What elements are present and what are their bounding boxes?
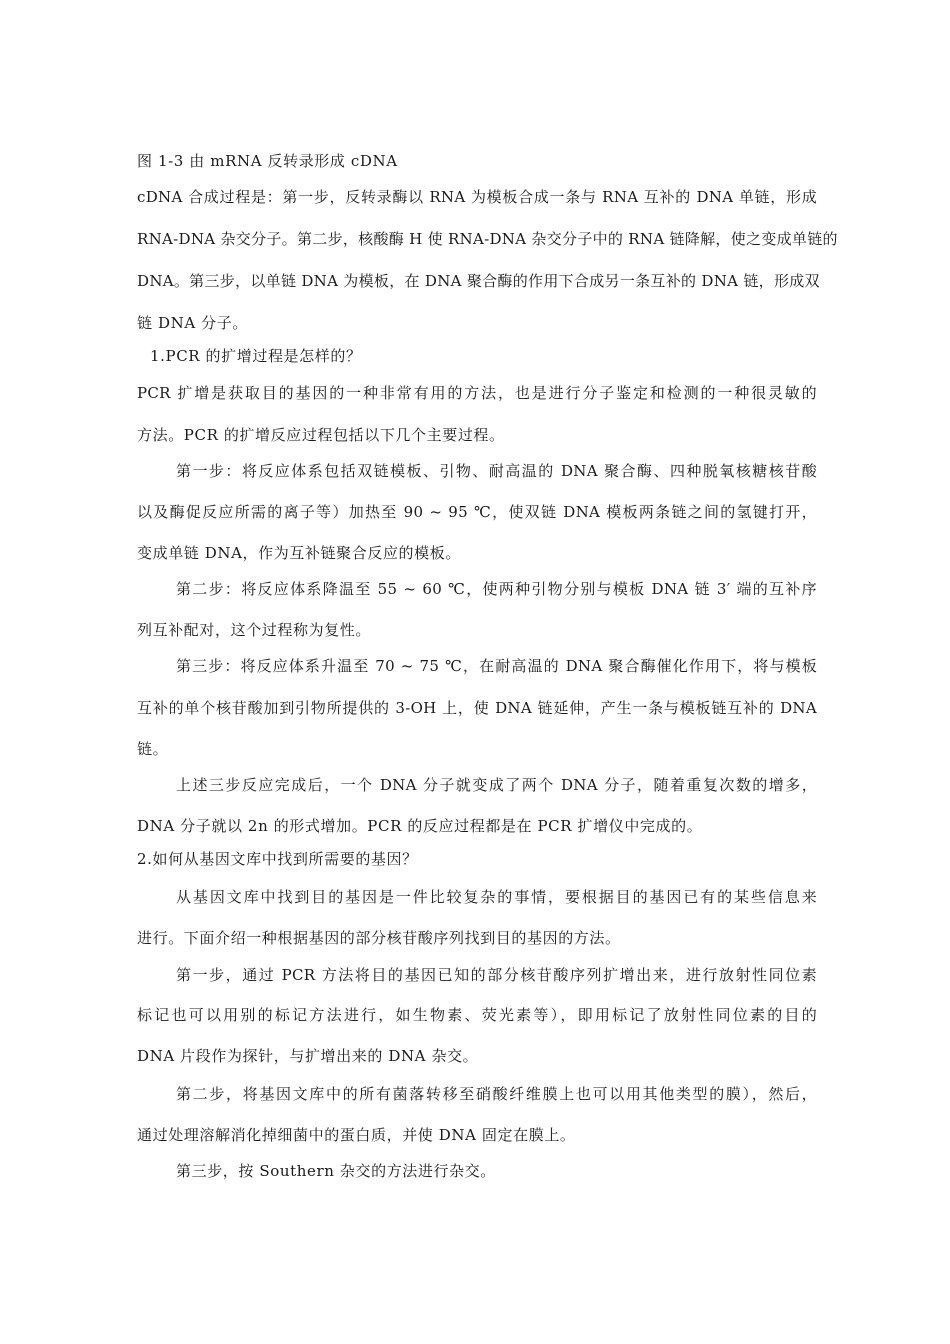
cdna-intro-line-4: 链 DNA 分子。 xyxy=(137,314,248,332)
pcr-summary-line-2: DNA 分子就以 2n 的形式增加。PCR 的反应过程都是在 PCR 扩增仪中完成的。 xyxy=(137,817,703,835)
figure-caption: 图 1-3 由 mRNA 反转录形成 cDNA xyxy=(137,152,398,170)
pcr-step2-line-2: 列互补配对，这个过程称为复性。 xyxy=(137,621,372,639)
q2-step1-line-2: 标记也可以用别的标记方法进行，如生物素、荧光素等），即用标记了放射性同位素的目的 xyxy=(137,1006,817,1024)
question-2-heading: 2.如何从基因文库中找到所需要的基因？ xyxy=(137,850,418,868)
q2-intro-line-2: 进行。下面介绍一种根据基因的部分核苷酸序列找到目的基因的方法。 xyxy=(137,929,621,947)
cdna-intro-line-2: RNA-DNA 杂交分子。第二步，核酸酶 H 使 RNA-DNA 杂交分子中的 RNA 链降解，使之变成单链的 xyxy=(137,230,838,248)
pcr-step1-line-1: 第一步：将反应体系包括双链模板、引物、耐高温的 DNA 聚合酶、四种脱氧核糖核苷酸 xyxy=(176,462,817,480)
q2-intro-line-1: 从基因文库中找到目的基因是一件比较复杂的事情，要根据目的基因已有的某些信息来 xyxy=(176,888,817,906)
q2-step1-line-1: 第一步，通过 PCR 方法将目的基因已知的部分核苷酸序列扩增出来，进行放射性同位素 xyxy=(176,966,817,984)
q2-step2-line-1: 第二步，将基因文库中的所有菌落转移至硝酸纤维膜上也可以用其他类型的膜），然后， xyxy=(176,1085,817,1103)
pcr-step1-line-2: 以及酶促反应所需的离子等）加热至 90 ~ 95 ℃，使双链 DNA 模板两条链之间的氢键打开， xyxy=(137,503,817,521)
pcr-step3-line-2: 互补的单个核苷酸加到引物所提供的 3-OH 上，使 DNA 链延伸，产生一条与模板链互补的 DNA xyxy=(137,699,817,717)
pcr-step3-line-3: 链。 xyxy=(137,740,169,758)
q2-step2-line-2: 通过处理溶解消化掉细菌中的蛋白质，并使 DNA 固定在膜上。 xyxy=(137,1126,576,1144)
pcr-step2-line-1: 第二步：将反应体系降温至 55 ~ 60 ℃，使两种引物分别与模板 DNA 链 3′ 端的互补序 xyxy=(176,580,817,598)
pcr-intro-line-2: 方法。PCR 的扩增反应过程包括以下几个主要过程。 xyxy=(137,426,505,444)
pcr-step3-line-1: 第三步：将反应体系升温至 70 ~ 75 ℃，在耐高温的 DNA 聚合酶催化作用下，将与模板 xyxy=(176,657,817,675)
q2-step1-line-3: DNA 片段作为探针，与扩增出来的 DNA 杂交。 xyxy=(137,1047,479,1065)
pcr-intro-line-1: PCR 扩增是获取目的基因的一种非常有用的方法，也是进行分子鉴定和检测的一种很灵敏的 xyxy=(137,384,817,402)
cdna-intro-line-3: DNA。第三步，以单链 DNA 为模板，在 DNA 聚合酶的作用下合成另一条互补的 DNA 链，形成双 xyxy=(137,272,820,290)
pcr-summary-line-1: 上述三步反应完成后，一个 DNA 分子就变成了两个 DNA 分子，随着重复次数的增多， xyxy=(176,776,817,794)
pcr-step1-line-3: 变成单链 DNA，作为互补链聚合反应的模板。 xyxy=(137,544,461,562)
question-1-heading: 1.PCR 的扩增过程是怎样的？ xyxy=(150,347,362,365)
cdna-intro-line-1: cDNA 合成过程是：第一步，反转录酶以 RNA 为模板合成一条与 RNA 互补的 DNA 单链，形成 xyxy=(137,188,817,206)
q2-step3-line-1: 第三步，按 Southern 杂交的方法进行杂交。 xyxy=(176,1162,496,1180)
